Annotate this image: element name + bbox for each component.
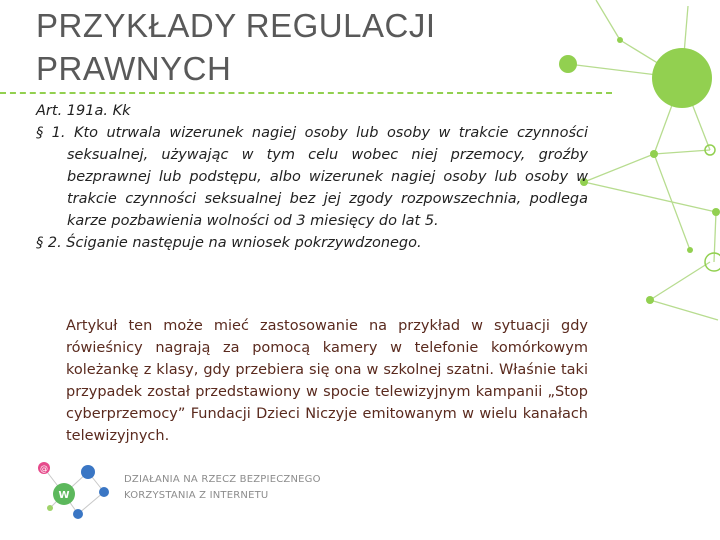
- network-node: [712, 208, 720, 216]
- network-node: [687, 247, 693, 253]
- explanation-paragraph: Artykuł ten może mieć zastosowanie na przykład w sytuacji gdy rówieśnicy nagrają za pomocą kamery w telefonie komórkowym koleżankę z klasy, gdy przebiera się ona w szkolnej szatni. Właśnie taki przypadek został przedstawiony w spocie telewizyjnym kampanii „Stop cyberprzemocy” Fundacji Dzieci Niczyje emitowanym w wielu kanałach telewizyjnych.: [66, 318, 588, 444]
- page-title: PRZYKŁADY REGULACJI PRAWNYCH: [36, 7, 436, 87]
- law-heading: Art. 191a. Kk: [36, 103, 131, 119]
- network-node-ring: [705, 253, 720, 271]
- svg-text:@: @: [40, 464, 48, 473]
- globe-icon: [99, 487, 109, 497]
- network-node: [646, 296, 654, 304]
- network-node: [559, 55, 577, 73]
- dot-icon: [47, 505, 53, 511]
- network-node: [652, 48, 712, 108]
- law-section-1: § 1. Kto utrwala wizerunek nagiej osoby lub osoby w trakcie czynności seksualnej, używając w tym celu wobec niej przemocy, groźby bezprawnej lub podstępu, albo wizerunek nagiej osoby lub osoby w trakcie czynności seksualnej bez jej zgody rozpowszechnia, podlega karze pozbawienia wolności od 3 miesięcy do lat 5.: [36, 125, 588, 229]
- network-node: [617, 37, 623, 43]
- campaign-caption-line-1: DZIAŁANIA NA RZECZ BEZPIECZNEGO: [124, 474, 321, 485]
- campaign-caption: [124, 472, 321, 504]
- logo-letter: W: [58, 490, 70, 501]
- law-excerpt: [36, 100, 588, 254]
- title-divider: [0, 92, 612, 94]
- shield-icon: [81, 465, 95, 479]
- network-decoration: [540, 0, 720, 540]
- law-section-2: § 2. Ściganie następuje na wniosek pokrzywdzonego.: [36, 235, 422, 251]
- network-node: [650, 150, 658, 158]
- lock-icon: [73, 509, 83, 519]
- campaign-caption-line-2: KORZYSTANIA Z INTERNETU: [124, 490, 269, 501]
